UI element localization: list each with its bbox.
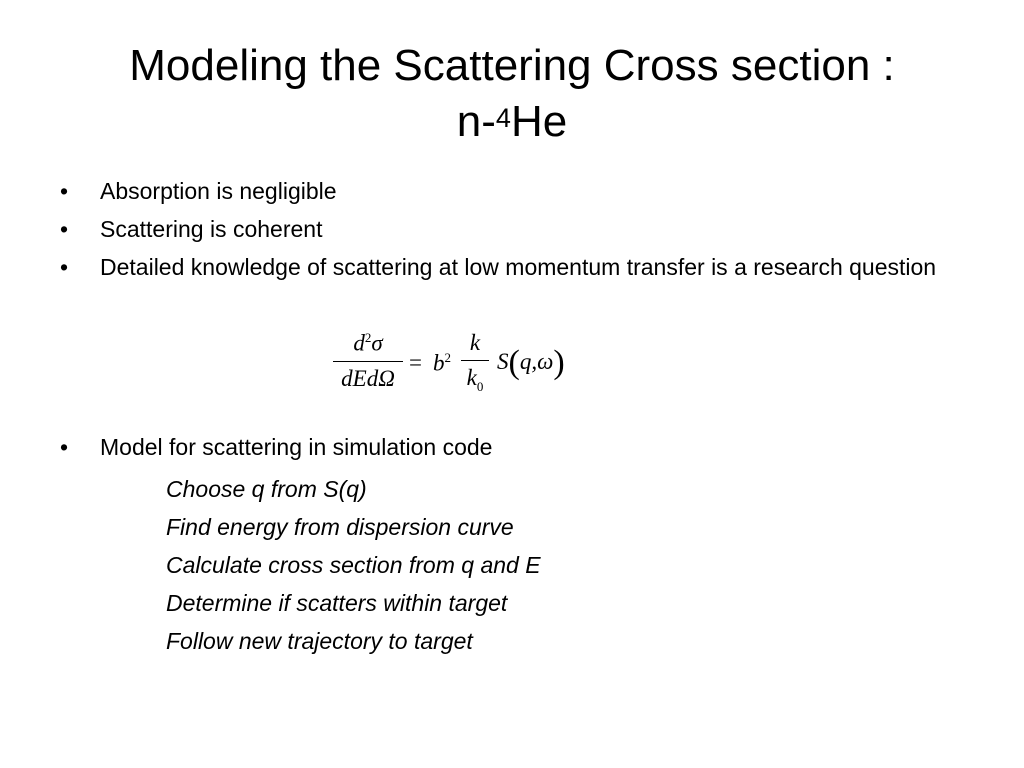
bullet-text: Absorption is negligible xyxy=(100,178,337,204)
k-subscript: 0 xyxy=(476,379,484,394)
bullet-dot: • xyxy=(60,434,69,460)
rhs-fraction-bar xyxy=(461,360,489,361)
bullet-dot: • xyxy=(60,216,69,242)
b-exponent: 2 xyxy=(444,350,451,365)
open-paren: ( xyxy=(508,344,520,381)
s-symbol: S xyxy=(497,349,509,374)
step-item: Find energy from dispersion curve xyxy=(166,514,514,540)
simulation-steps xyxy=(166,470,541,660)
k-symbol: k xyxy=(466,365,477,390)
cross-section-equation xyxy=(333,328,593,408)
slide-title xyxy=(40,38,984,150)
title-superscript: 4 xyxy=(495,103,511,133)
bullet-text: Model for scattering in simulation code xyxy=(100,434,493,460)
title-prefix: n- xyxy=(456,97,496,146)
lhs-exponent: 2 xyxy=(364,330,372,345)
lhs-fraction-bar xyxy=(333,361,403,362)
step-item: Calculate cross section from q and E xyxy=(166,552,541,578)
title-line-2 xyxy=(40,94,984,150)
bullet-dot: • xyxy=(60,254,69,280)
rhs-denominator xyxy=(461,365,489,395)
bullet-item xyxy=(60,252,960,282)
lhs-fraction xyxy=(333,330,403,392)
title-line-1: Modeling the Scattering Cross section : xyxy=(129,41,895,90)
lhs-sigma: σ xyxy=(371,330,383,356)
step-item: Choose q from S(q) xyxy=(166,476,367,502)
step-item: Determine if scatters within target xyxy=(166,590,508,616)
bullet-text: Detailed knowledge of scattering at low momentum transfer is a research question xyxy=(100,254,937,280)
title-suffix: He xyxy=(510,97,568,146)
bullet-item xyxy=(60,176,337,206)
close-paren: ) xyxy=(553,344,565,381)
rhs-fraction xyxy=(461,330,489,395)
bullet-text: Scattering is coherent xyxy=(100,216,323,242)
equals-sign: = xyxy=(409,350,422,375)
b-symbol: b xyxy=(433,350,445,376)
step-item: Follow new trajectory to target xyxy=(166,628,473,654)
lhs-d: d xyxy=(353,330,365,356)
lhs-denominator: dEdΩ xyxy=(341,365,395,391)
lhs-numerator xyxy=(333,330,403,357)
scattering-length xyxy=(433,350,451,377)
structure-factor xyxy=(497,344,565,382)
s-args: q,ω xyxy=(519,349,554,374)
bullet-item xyxy=(60,214,322,244)
rhs-numerator: k xyxy=(469,330,481,355)
bullet-item xyxy=(60,432,492,462)
bullet-dot: • xyxy=(60,178,69,204)
